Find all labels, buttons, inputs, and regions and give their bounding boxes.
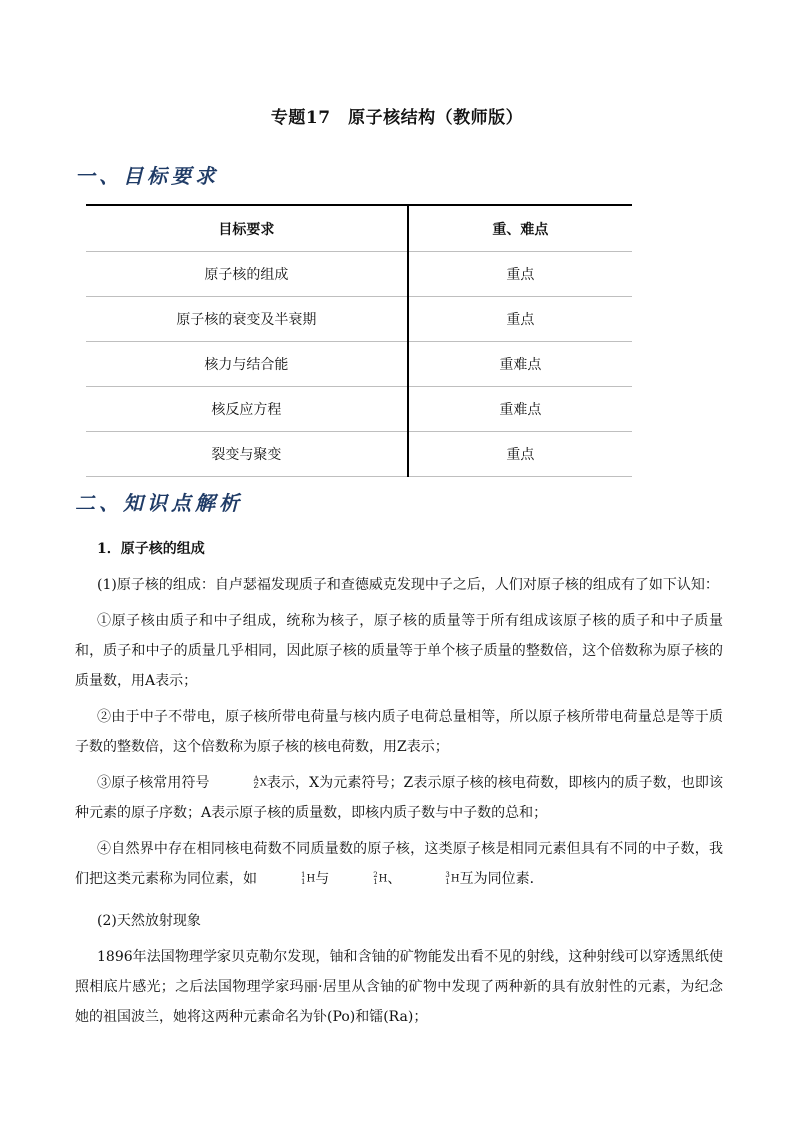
- paragraph-isotopes: [75, 834, 723, 894]
- text-run: ③原子核常用符号: [97, 775, 210, 791]
- table-row: [86, 432, 632, 477]
- subsection-title-nucleus-composition: 1．原子核的组成: [97, 541, 205, 557]
- paragraph-mass-number: ①原子核由质子和中子组成，统称为核子，原子核的质量等于所有组成该原子核的质子和中子质量和，质子和中子的质量几乎相同，因此原子核的质量等于单个核子质量的整数倍，这个倍数称为原子核的质量数，用A表示；: [75, 613, 723, 689]
- table-header-row: [86, 205, 632, 252]
- isotope-symbol-protium: [257, 872, 315, 886]
- priority-cell: 重难点: [408, 387, 632, 432]
- text-run: 表示，X为元素符号；Z表示原子核的核电荷数，即核内的质子数，也即该种元素的原子序数；A表示原子核的质量数，即核内质子数与中子数的总和；: [75, 775, 723, 821]
- charge-number-sub: 1: [445, 878, 450, 886]
- priority-cell: 重点: [408, 297, 632, 342]
- element-symbol: H: [306, 873, 316, 885]
- goal-cell: 核力与结合能: [86, 342, 408, 387]
- text-run: ④自然界中存在相同核电荷数不同质量数的原子核，这类原子核是相同元素但具有不同的中子数，我们把这类元素称为同位素，如: [75, 841, 723, 887]
- text-run: 与: [315, 871, 330, 887]
- table-row: [86, 252, 632, 297]
- charge-number-sub: 1: [301, 878, 306, 886]
- mass-number-sup: 2: [373, 871, 378, 879]
- paragraph-nuclide-symbol: [75, 768, 723, 828]
- priority-cell: 重难点: [408, 342, 632, 387]
- priority-cell: 重点: [408, 432, 632, 477]
- isotope-symbol-tritium: [401, 872, 459, 886]
- paragraph-composition-intro: (1)原子核的组成：自卢瑟福发现质子和查德威克发现中子之后，人们对原子核的组成有了如下认知：: [97, 577, 719, 593]
- section-heading-knowledge: 二、知识点解析: [75, 491, 243, 515]
- table-row: [86, 387, 632, 432]
- knowledge-content: [75, 534, 723, 1032]
- goal-cell: 核反应方程: [86, 387, 408, 432]
- subsection-title-radioactivity: (2)天然放射现象: [97, 913, 201, 929]
- priority-cell: 重点: [408, 252, 632, 297]
- element-symbol: H: [450, 873, 460, 885]
- goals-table: [86, 204, 632, 477]
- goal-cell: 原子核的组成: [86, 252, 408, 297]
- mass-number-sup: 3: [445, 871, 450, 879]
- isotope-symbol-deuterium: [329, 872, 387, 886]
- mass-number-sup: 1: [301, 871, 306, 879]
- paragraph-charge-number: ②由于中子不带电，原子核所带电荷量与核内质子电荷总量相等，所以原子核所带电荷量总是等于质子数的整数倍，这个倍数称为原子核的核电荷数，用Z表示；: [75, 709, 723, 755]
- table-row: [86, 297, 632, 342]
- text-run: 互为同位素．: [459, 871, 544, 887]
- section-heading-goals: 一、目标要求: [75, 164, 219, 188]
- charge-number-sub: 1: [373, 878, 378, 886]
- element-symbol: X: [259, 777, 267, 789]
- paragraph-radioactivity-history: 1896年法国物理学家贝克勒尔发现，铀和含铀的矿物能发出看不见的射线，这种射线可以穿透黑纸使照相底片感光；之后法国物理学家玛丽·居里从含铀的矿物中发现了两种新的具有放射性的元素，为纪念她的祖国波兰，她将这两种元素命名为钋(Po)和镭(Ra)；: [75, 949, 723, 1025]
- table-row: [86, 342, 632, 387]
- element-symbol: H: [378, 873, 388, 885]
- column-header-goal: 目标要求: [86, 205, 408, 252]
- column-header-priority: 重、难点: [408, 205, 632, 252]
- page-title: 专题17 原子核结构（教师版）: [270, 108, 524, 128]
- text-run: 、: [387, 871, 402, 887]
- mass-number-sup: A: [253, 775, 259, 783]
- nuclide-symbol: [210, 776, 267, 790]
- goal-cell: 裂变与聚变: [86, 432, 408, 477]
- goal-cell: 原子核的衰变及半衰期: [86, 297, 408, 342]
- charge-number-sub: Z: [253, 782, 259, 790]
